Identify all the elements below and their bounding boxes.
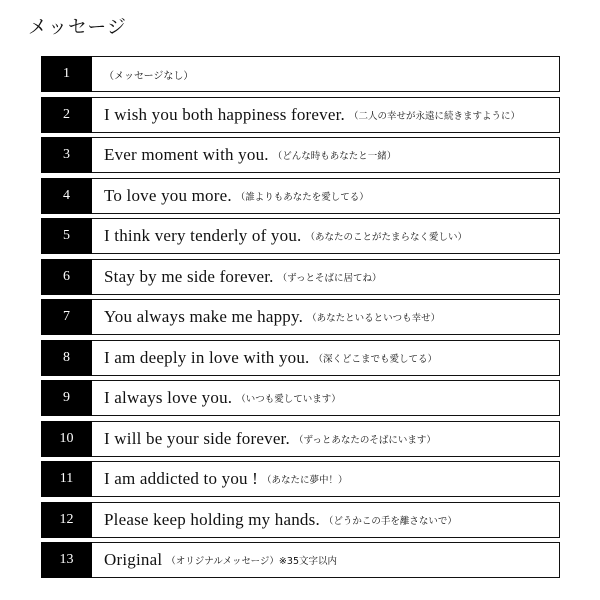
message-box (92, 542, 560, 578)
message-japanese: （メッセージなし） (104, 70, 194, 82)
row-number: 11 (41, 461, 92, 497)
message-row-8 (41, 340, 560, 376)
message-english: You always make me happy. (104, 307, 304, 326)
message-row-5 (41, 218, 560, 254)
message-japanese: （あなたのことがたまらなく愛しい） (305, 232, 467, 243)
message-box (92, 56, 560, 92)
message-japanese: （ずっとあなたのそばにいます） (293, 434, 436, 446)
row-number: 5 (41, 218, 92, 254)
message-row-9 (41, 380, 560, 416)
message-row-3 (41, 137, 560, 173)
message-box (92, 299, 560, 335)
row-number: 7 (41, 299, 92, 335)
row-number: 6 (41, 259, 92, 295)
message-japanese: （あなたといるといつも幸せ） (307, 313, 441, 324)
message-row-12 (41, 502, 560, 538)
page-title: メッセージ (28, 16, 127, 38)
row-number: 10 (41, 421, 92, 457)
row-number: 2 (41, 97, 92, 133)
message-japanese: （深くどこまでも愛してる） (313, 353, 438, 365)
message-japanese: （二人の幸せが永遠に続きますように） (348, 110, 520, 122)
message-japanese: （誰よりもあなたを愛してる） (235, 191, 369, 203)
message-english: I will be your side forever. (104, 428, 290, 448)
message-box (92, 218, 560, 254)
message-japanese: （どんな時もあなたと一緒） (272, 151, 397, 162)
row-number: 8 (41, 340, 92, 376)
row-number: 13 (41, 542, 92, 578)
message-box (92, 421, 560, 457)
message-box (92, 137, 560, 173)
row-number: 3 (41, 137, 92, 173)
row-number: 4 (41, 178, 92, 214)
message-english: I wish you both happiness forever. (104, 104, 345, 124)
message-row-2 (41, 97, 560, 133)
message-japanese: （ずっとそばに居てね） (277, 272, 382, 284)
message-english: To love you more. (104, 185, 232, 205)
message-box (92, 502, 560, 538)
message-japanese: （いつも愛しています） (236, 394, 341, 405)
message-english: Stay by me side forever. (104, 266, 274, 286)
message-box (92, 461, 560, 497)
message-row-10 (41, 421, 560, 457)
message-japanese: （オリジナルメッセージ）※35文字以内 (166, 556, 337, 567)
row-number: 12 (41, 502, 92, 538)
message-box (92, 178, 560, 214)
message-row-1 (41, 56, 560, 92)
message-english: I think very tenderly of you. (104, 226, 302, 245)
message-english: I always love you. (104, 388, 233, 407)
row-number: 9 (41, 380, 92, 416)
message-japanese: （どうかこの手を離さないで） (323, 515, 457, 527)
message-row-6 (41, 259, 560, 295)
message-english: Ever moment with you. (104, 145, 269, 164)
message-box (92, 97, 560, 133)
message-english: Please keep holding my hands. (104, 509, 320, 529)
message-japanese: （あなたに夢中！） (262, 475, 348, 486)
message-row-7 (41, 299, 560, 335)
message-english: I am deeply in love with you. (104, 347, 310, 367)
message-row-13 (41, 542, 560, 578)
message-english: I am addicted to you ! (104, 469, 259, 488)
message-row-4 (41, 178, 560, 214)
message-english: Original (104, 550, 163, 569)
row-number: 1 (41, 56, 92, 92)
message-box (92, 380, 560, 416)
message-list (41, 56, 560, 583)
message-row-11 (41, 461, 560, 497)
message-box (92, 259, 560, 295)
message-box (92, 340, 560, 376)
